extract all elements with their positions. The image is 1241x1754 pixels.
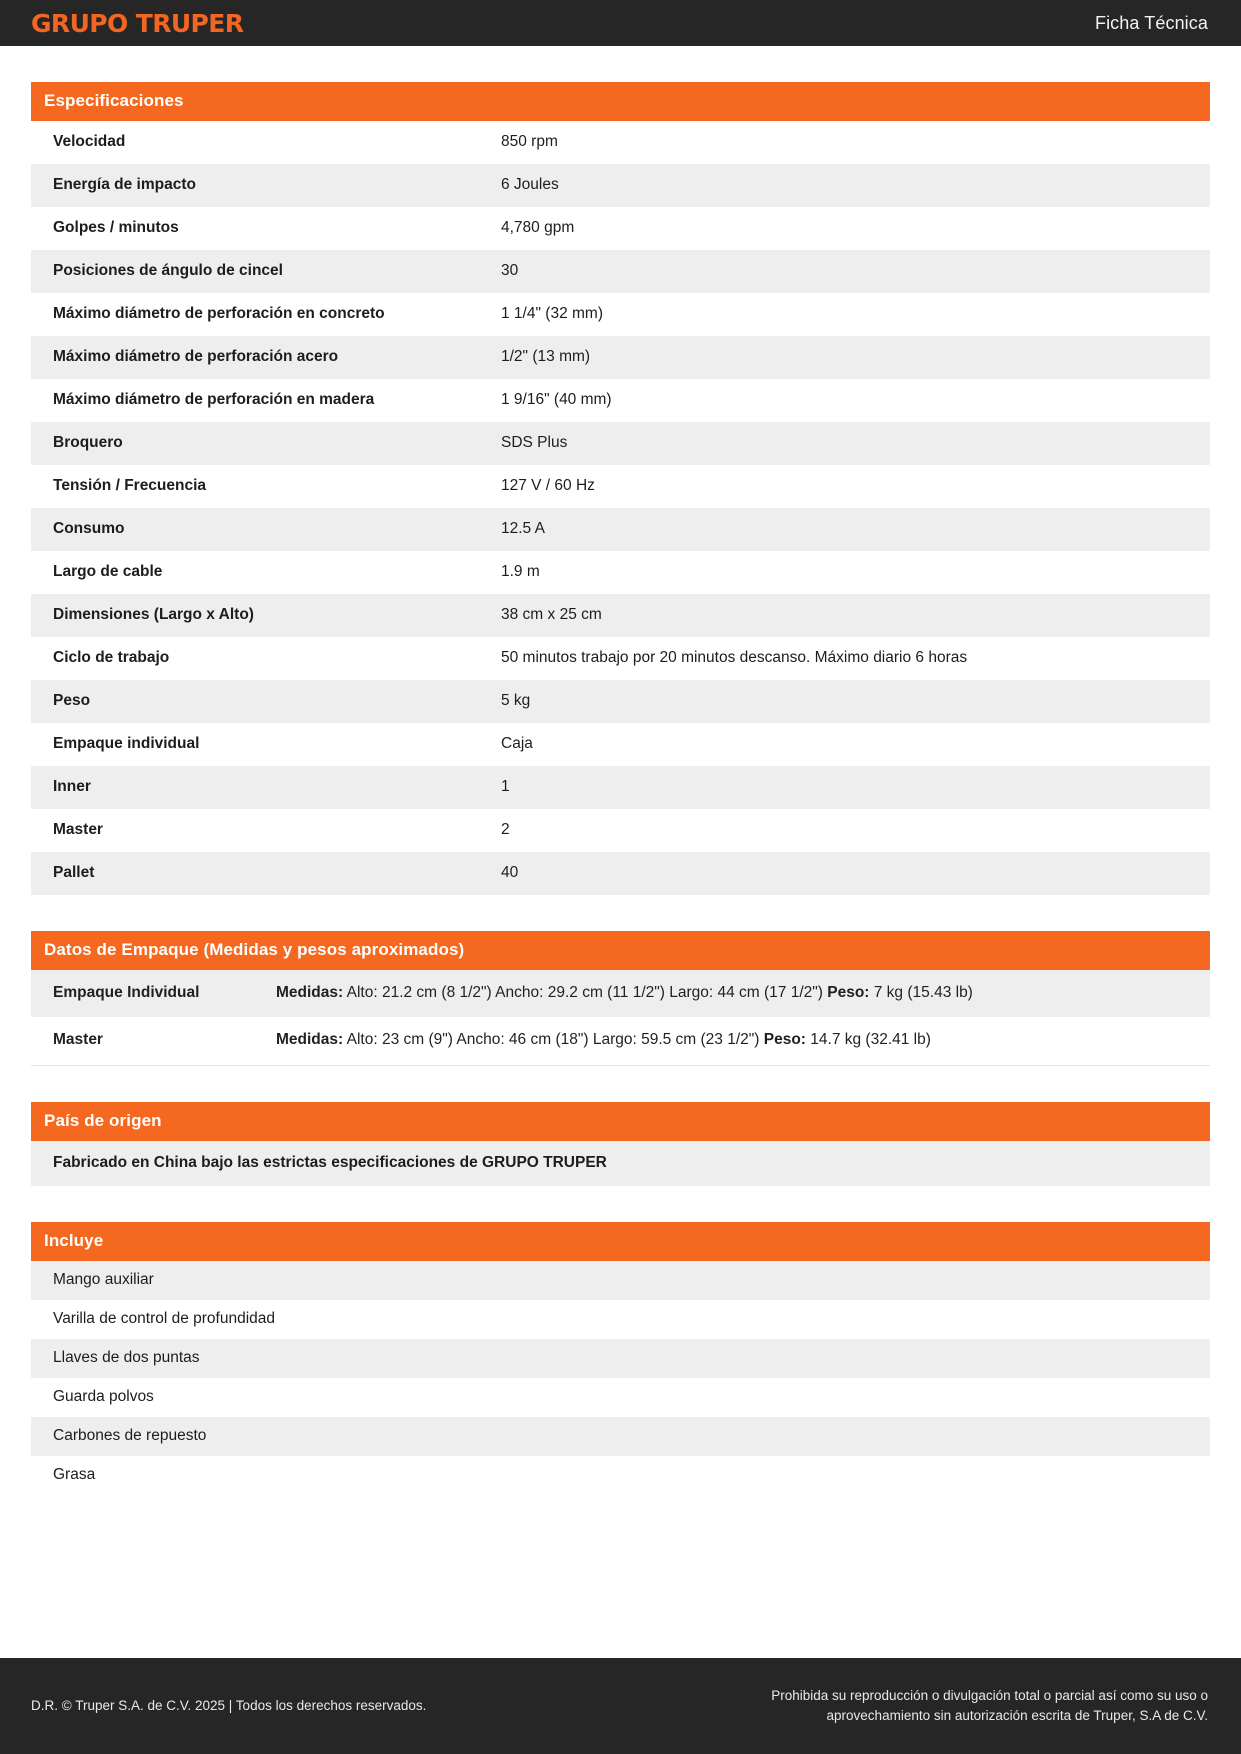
packaging-value (276, 1017, 1210, 1064)
origin-header: País de origen (31, 1102, 1210, 1141)
spec-value: Caja (501, 735, 533, 752)
list-item (31, 1261, 1210, 1300)
include-item-label: Grasa (53, 1465, 96, 1483)
include-item-label: Llaves de dos puntas (53, 1348, 200, 1366)
spec-label: Máximo diámetro de perforación en madera (53, 391, 375, 408)
spec-value: SDS Plus (501, 434, 568, 451)
spec-value: 850 rpm (501, 133, 558, 150)
page-footer (0, 1658, 1241, 1754)
footer-copyright: D.R. © Truper S.A. de C.V. 2025 | Todos los derechos reservados. (31, 1698, 427, 1714)
spec-label: Peso (53, 692, 91, 709)
spec-value: 38 cm x 25 cm (501, 606, 602, 623)
spec-label: Energía de impacto (53, 176, 196, 193)
spec-value: 1.9 m (501, 563, 540, 580)
table-row (31, 336, 1210, 379)
page-content (0, 82, 1241, 1645)
table-row (31, 465, 1210, 508)
table-row (31, 164, 1210, 207)
specifications-table (31, 121, 1210, 895)
spec-value: 127 V / 60 Hz (501, 477, 595, 494)
specifications-section (31, 82, 1210, 895)
table-row (31, 680, 1210, 723)
spec-label: Largo de cable (53, 563, 163, 580)
spec-value: 1 1/4" (32 mm) (501, 305, 603, 322)
spec-value: 6 Joules (501, 176, 559, 193)
page-header (0, 0, 1241, 46)
spec-value: 4,780 gpm (501, 219, 575, 236)
table-row (31, 809, 1210, 852)
spec-label: Empaque individual (53, 735, 200, 752)
spec-label: Inner (53, 778, 91, 795)
spec-label: Pallet (53, 864, 95, 881)
spec-label: Ciclo de trabajo (53, 649, 170, 666)
packaging-label: Empaque Individual (53, 984, 200, 1001)
spec-label: Tensión / Frecuencia (53, 477, 207, 494)
weight-value: 7 kg (15.43 lb) (869, 984, 973, 1001)
table-row (31, 551, 1210, 594)
bottom-spacer (31, 1495, 1210, 1645)
table-row (31, 379, 1210, 422)
spec-value: 2 (501, 821, 510, 838)
table-row (31, 508, 1210, 551)
table-row (31, 852, 1210, 895)
spec-label: Dimensiones (Largo x Alto) (53, 606, 254, 623)
list-item (31, 1300, 1210, 1339)
weight-label: Peso: (827, 984, 870, 1001)
spec-value: 50 minutos trabajo por 20 minutos descanso. Máximo diario 6 horas (501, 649, 968, 666)
origin-section (31, 1102, 1210, 1186)
includes-header: Incluye (31, 1222, 1210, 1261)
table-row (31, 1017, 1210, 1064)
spec-value: 12.5 A (501, 520, 545, 537)
measures-value: Alto: 23 cm (9") Ancho: 46 cm (18") Largo: 59.5 cm (23 1/2") (343, 1031, 764, 1049)
table-row (31, 422, 1210, 465)
includes-section (31, 1222, 1210, 1495)
table-row (31, 207, 1210, 250)
brand-logo: GRUPO TRUPER (31, 8, 244, 38)
spec-label: Máximo diámetro de perforación acero (53, 348, 339, 365)
spec-label: Posiciones de ángulo de cincel (53, 262, 283, 279)
packaging-table (31, 970, 1210, 1065)
table-row (31, 250, 1210, 293)
includes-table (31, 1261, 1210, 1495)
table-row (31, 637, 1210, 680)
spec-value: 40 (501, 864, 519, 881)
measures-label: Medidas: (276, 984, 344, 1001)
table-row (31, 594, 1210, 637)
list-item (31, 1339, 1210, 1378)
list-item (31, 1378, 1210, 1417)
spec-value: 30 (501, 262, 519, 279)
table-row (31, 723, 1210, 766)
list-item (31, 1417, 1210, 1456)
spec-value: 1 (501, 778, 510, 795)
specifications-header: Especificaciones (31, 82, 1210, 121)
packaging-divider (31, 1065, 1210, 1066)
include-item-label: Mango auxiliar (53, 1270, 154, 1288)
spec-label: Consumo (53, 520, 125, 537)
origin-text: Fabricado en China bajo las estrictas especificaciones de GRUPO TRUPER (31, 1141, 1210, 1186)
table-row (31, 293, 1210, 336)
measures-label: Medidas: (276, 1031, 344, 1049)
spec-label: Máximo diámetro de perforación en concreto (53, 305, 385, 322)
spec-value: 1 9/16" (40 mm) (501, 391, 612, 408)
spec-label: Broquero (53, 434, 123, 451)
measures-value: Alto: 21.2 cm (8 1/2") Ancho: 29.2 cm (11 1/2") Largo: 44 cm (17 1/2") (343, 984, 828, 1001)
table-row (31, 766, 1210, 809)
document-type-label: Ficha Técnica (1094, 12, 1208, 33)
spec-label: Velocidad (53, 133, 126, 150)
weight-value: 14.7 kg (32.41 lb) (805, 1031, 931, 1049)
include-item-label: Varilla de control de profundidad (53, 1309, 276, 1327)
list-item (31, 1456, 1210, 1495)
include-item-label: Guarda polvos (53, 1387, 154, 1405)
footer-legal-notice: Prohibida su reproducción o divulgación total o parcial así como su uso o aprovechamiento sin autorización escrita de Truper, S.A de C.V. (771, 1688, 1208, 1723)
spec-label: Master (53, 821, 103, 838)
table-row (31, 121, 1210, 164)
spec-value: 1/2" (13 mm) (501, 348, 591, 365)
spec-label: Golpes / minutos (53, 219, 179, 236)
weight-label: Peso: (763, 1031, 806, 1049)
include-item-label: Carbones de repuesto (53, 1426, 207, 1444)
packaging-label: Master (53, 1031, 103, 1049)
spec-value: 5 kg (501, 692, 531, 709)
packaging-header: Datos de Empaque (Medidas y pesos aproximados) (31, 931, 1210, 970)
table-row (31, 970, 1210, 1017)
packaging-section (31, 931, 1210, 1066)
packaging-value (276, 970, 1210, 1017)
